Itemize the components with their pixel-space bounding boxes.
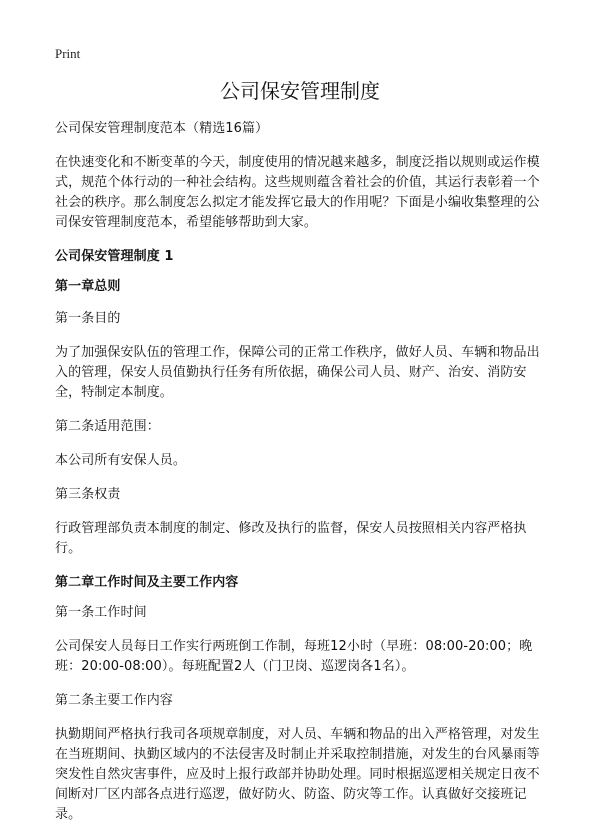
chapter-2-article-2-heading: 第二条主要工作内容 bbox=[55, 693, 173, 708]
document-subtitle: 公司保安管理制度范本（精选16篇） bbox=[55, 121, 269, 136]
chapter-2-article-2-text: 执勤期间严格执行我司各项规章制度，对人员、车辆和物品的出入严格管理，对发生在当班期间、执勤区域内的不法侵害及时制止并采取控制措施，对发生的台风暴雨等突发性自然灾害事件，应及时上报行政部并协助处理。同时根据巡逻相关规定日夜不间断对厂区内部各点进行巡逻，做好防火、防盗、防灾等工作。认真做好交接班记录。 bbox=[55, 727, 540, 822]
chapter-1-heading: 第一章总则 bbox=[55, 279, 121, 294]
chapter-2-article-1-heading: 第一条工作时间 bbox=[55, 605, 147, 620]
page-title: 公司保安管理制度 bbox=[220, 79, 380, 103]
section-heading: 公司保安管理制度 1 bbox=[55, 249, 174, 264]
chapter-1-article-1-text: 为了加强保安队伍的管理工作，保障公司的正常工作秩序，做好人员、车辆和物品出入的管理，保安人员值勤执行任务有所依据，确保公司人员、财产、治安、消防安全，特制定本制度。 bbox=[55, 345, 540, 400]
chapter-2-heading: 第二章工作时间及主要工作内容 bbox=[55, 575, 239, 590]
chapter-1-article-2-text: 本公司所有安保人员。 bbox=[55, 453, 187, 468]
print-link[interactable]: Print bbox=[55, 46, 81, 61]
chapter-1-article-3-text: 行政管理部负责本制度的制定、修改及执行的监督，保安人员按照相关内容严格执行。 bbox=[55, 521, 527, 556]
document-body bbox=[55, 115, 550, 825]
chapter-1-article-2-heading: 第二条适用范围： bbox=[55, 419, 160, 434]
chapter-2-article-1-text: 公司保安人员每日工作实行两班倒工作制，每班12小时（早班：08:00-20:00；晚班：20:00-08:00）。每班配置2人（门卫岗、巡逻岗各1名）。 bbox=[55, 639, 533, 674]
intro-paragraph: 在快速变化和不断变革的今天，制度使用的情况越来越多，制度泛指以规则或运作模式，规范个体行动的一种社会结构。这些规则蕴含着社会的价值，其运行表彰着一个社会的秩序。那么制度怎么拟定才能发挥它最大的作用呢？下面是小编收集整理的公司保安管理制度范本，希望能够帮助到大家。 bbox=[55, 155, 540, 230]
chapter-1-article-1-heading: 第一条目的 bbox=[55, 311, 121, 326]
chapter-1-article-3-heading: 第三条权责 bbox=[55, 487, 121, 502]
